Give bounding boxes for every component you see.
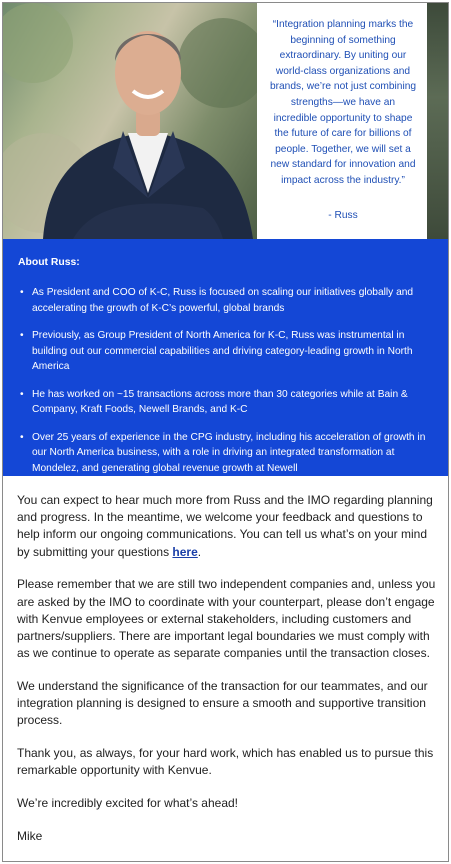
questions-link[interactable]: here <box>172 544 198 559</box>
list-item-text: Previously, as Group President of North America for K-C, Russ was instrumental in building out our commercial capabilities and driving category-leading growth in North America <box>32 330 413 372</box>
portrait-photo <box>3 3 257 239</box>
bullet-icon: • <box>20 388 24 400</box>
paragraph-text: . <box>197 544 202 559</box>
list-item <box>18 430 438 477</box>
bullet-icon: • <box>20 330 24 341</box>
paragraph-text: You can expect to hear much more from Russ and the IMO regarding planning and progress. In the meantime, we welcome your feedback and questions to help inform our ongoing communications. You can tell us what’s on your mind by submitting your questions <box>17 493 433 559</box>
paragraph-significance: We understand the significance of the transaction for our teammates, and our integration planning is designed to ensure a smooth and supportive transition process. <box>17 678 428 728</box>
list-item-text: He has worked on ~15 transactions across more than 30 categories while at Bain & Company, Kraft Foods, Newell Brands, and K-C <box>32 388 408 415</box>
quote-signature: - Russ <box>328 210 358 221</box>
list-item <box>18 285 438 316</box>
about-list <box>18 285 438 488</box>
paragraph-feedback <box>17 492 437 561</box>
list-item-text: Over 25 years of experience in the CPG industry, including his acceleration of growth in our North America business, with a role in driving an integrated transformation at Mondelez, and generating global revenue growth at Newell <box>32 431 426 474</box>
email-body <box>17 492 437 860</box>
quote-text: “Integration planning marks the beginning of something extraordinary. By uniting our world-class organizations and brands, we’re not just combining strengths—we have an incredible opportunity to shape the future of care for billions of people. Together, we will set a new standard for innovation and impact across the industry.” <box>269 19 417 186</box>
about-section <box>3 239 448 476</box>
signoff: Mike <box>17 828 43 843</box>
paragraph-legal: Please remember that we are still two independent companies and, unless you are asked by the IMO to coordinate with your counterpart, please don’t engage with Kenvue employees or external stakeholders, including customers and partners/suppliers. There are important legal boundaries we must comply with as we continue to operate as separate companies until the transaction closes. <box>17 577 436 661</box>
hero-banner <box>3 3 448 239</box>
bullet-icon: • <box>20 287 24 298</box>
paragraph-excited: We’re incredibly excited for what’s ahead! <box>17 795 239 810</box>
quote-box <box>257 3 427 239</box>
paragraph-thanks: Thank you, as always, for your hard work, which has enabled us to pursue this remarkable opportunity with Kenvue. <box>17 745 434 778</box>
background-strip <box>427 3 448 239</box>
list-item-text: As President and COO of K-C, Russ is focused on scaling our initiatives globally and accelerating the growth of K-C’s powerful, global brands <box>32 287 414 314</box>
bullet-icon: • <box>20 431 24 443</box>
about-title: About Russ: <box>18 257 80 268</box>
list-item <box>18 387 438 418</box>
list-item <box>18 328 438 375</box>
